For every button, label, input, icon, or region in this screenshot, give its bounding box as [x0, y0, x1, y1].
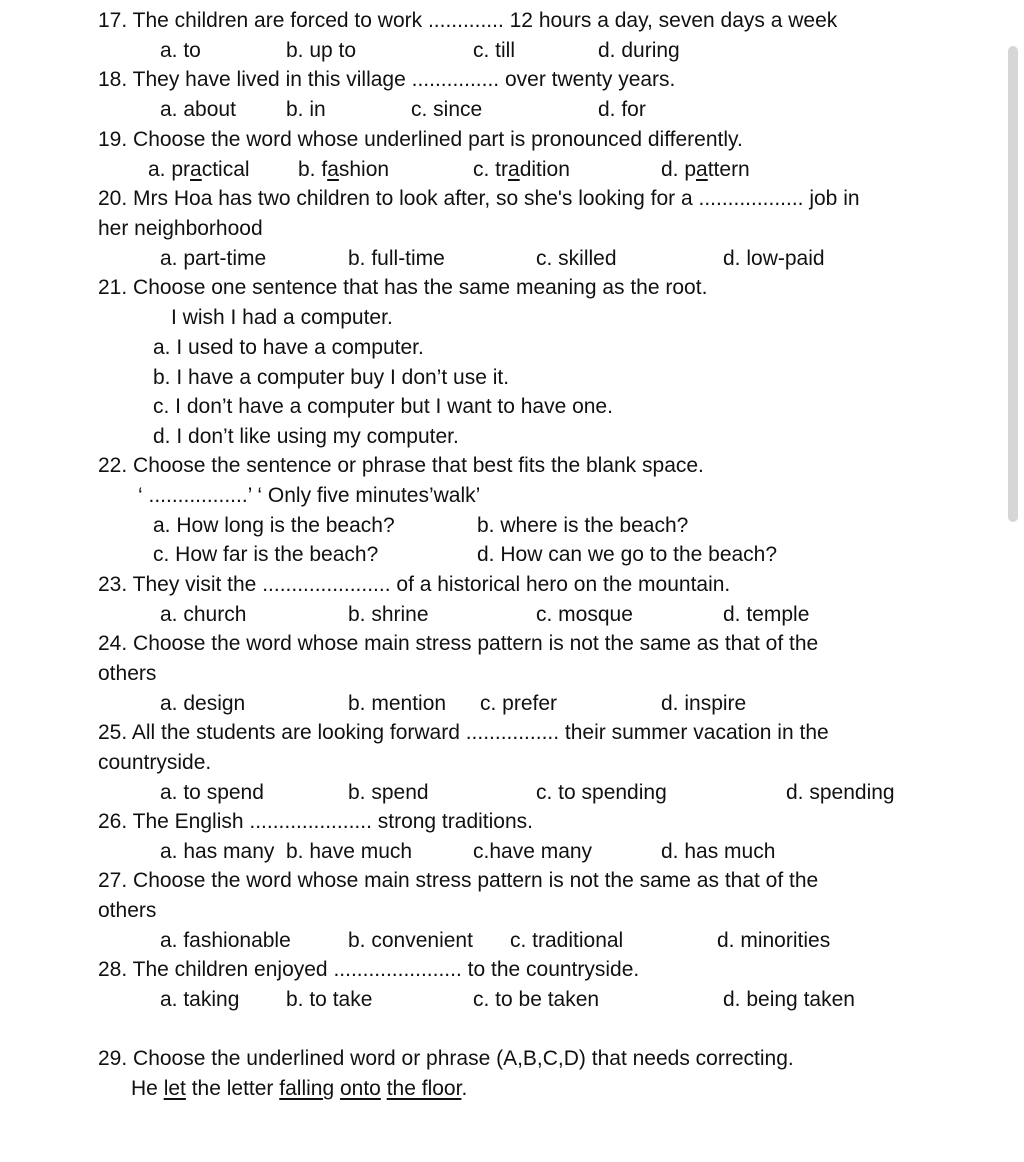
- q17-option-c: c. till: [473, 39, 515, 62]
- q18-option-a: a. about: [160, 98, 236, 121]
- question-19: 19. Choose the word whose underlined part is pronounced differently.: [98, 128, 743, 151]
- q25-option-b: b. spend: [348, 781, 429, 804]
- question-20-continued: her neighborhood: [98, 217, 263, 240]
- question-18: 18. They have lived in this village ............... over twenty years.: [98, 68, 676, 91]
- q24-option-c: c. prefer: [480, 692, 558, 715]
- q22-prompt: ‘ .................’ ‘ Only five minutes’walk’: [138, 484, 481, 507]
- question-17: 17. The children are forced to work ............. 12 hours a day, seven days a week: [98, 9, 838, 32]
- q29-underline-d: the floor: [386, 1077, 462, 1100]
- question-24-continued: others: [98, 662, 157, 685]
- q19-option-c: c. tradition: [473, 158, 570, 181]
- question-21: 21. Choose one sentence that has the same meaning as the root.: [98, 276, 708, 299]
- q29-underline-b: falling: [279, 1077, 335, 1100]
- question-22: 22. Choose the sentence or phrase that best fits the blank space.: [98, 454, 704, 477]
- q25-option-a: a. to spend: [160, 781, 264, 804]
- question-29: 29. Choose the underlined word or phrase (A,B,C,D) that needs correcting.: [98, 1047, 794, 1070]
- q19-option-d: d. pattern: [661, 158, 750, 181]
- q25-option-d: d. spending: [786, 781, 895, 804]
- q24-option-b: b. mention: [348, 692, 447, 715]
- q28-option-a: a. taking: [160, 988, 240, 1011]
- q21-option-d: d. I don’t like using my computer.: [153, 425, 459, 448]
- q20-option-d: d. low-paid: [723, 247, 825, 270]
- q20-option-c: c. skilled: [536, 247, 617, 270]
- q29-underline-a: let: [163, 1077, 186, 1100]
- q23-option-d: d. temple: [723, 603, 810, 626]
- q22-option-a: a. How long is the beach?: [153, 514, 395, 537]
- q28-option-c: c. to be taken: [473, 988, 600, 1011]
- q26-option-d: d. has much: [661, 840, 776, 863]
- q17-option-b: b. up to: [286, 39, 357, 62]
- q24-option-a: a. design: [160, 692, 246, 715]
- q20-option-b: b. full-time: [348, 247, 445, 270]
- q29-sentence: He let the letter falling onto the floor.: [131, 1077, 468, 1100]
- question-25-continued: countryside.: [98, 751, 212, 774]
- q19-option-b: b. fashion: [298, 158, 390, 181]
- question-27-continued: others: [98, 899, 157, 922]
- vertical-scrollbar[interactable]: [1008, 46, 1018, 522]
- q25-option-c: c. to spending: [536, 781, 667, 804]
- question-26: 26. The English ..................... strong traditions.: [98, 810, 533, 833]
- q17-option-a: a. to: [160, 39, 201, 62]
- question-27: 27. Choose the word whose main stress pattern is not the same as that of the: [98, 869, 819, 892]
- q27-option-c: c. traditional: [510, 929, 624, 952]
- q24-option-d: d. inspire: [661, 692, 747, 715]
- q19-option-a: a. practical: [148, 158, 250, 181]
- q26-option-c: c.have many: [473, 840, 593, 863]
- q21-option-b: b. I have a computer buy I don’t use it.: [153, 366, 510, 389]
- q26-option-a: a. has many: [160, 840, 275, 863]
- question-28: 28. The children enjoyed ...................... to the countryside.: [98, 958, 640, 981]
- q27-option-d: d. minorities: [717, 929, 831, 952]
- q21-option-c: c. I don’t have a computer but I want to have one.: [153, 395, 613, 418]
- q23-option-a: a. church: [160, 603, 247, 626]
- question-20: 20. Mrs Hoa has two children to look after, so she's looking for a .................. job in: [98, 187, 860, 210]
- q21-root-sentence: I wish I had a computer.: [171, 306, 393, 329]
- question-25: 25. All the students are looking forward ................ their summer vacation in the: [98, 721, 829, 744]
- q18-option-d: d. for: [598, 98, 646, 121]
- q17-option-d: d. during: [598, 39, 680, 62]
- q23-option-b: b. shrine: [348, 603, 429, 626]
- q28-option-b: b. to take: [286, 988, 373, 1011]
- q26-option-b: b. have much: [286, 840, 413, 863]
- q22-option-d: d. How can we go to the beach?: [477, 543, 778, 566]
- q18-option-c: c. since: [411, 98, 483, 121]
- q22-option-c: c. How far is the beach?: [153, 543, 379, 566]
- q29-underline-c: onto: [339, 1077, 381, 1100]
- q28-option-d: d. being taken: [723, 988, 855, 1011]
- q21-option-a: a. I used to have a computer.: [153, 336, 424, 359]
- question-24: 24. Choose the word whose main stress pattern is not the same as that of the: [98, 632, 819, 655]
- q22-option-b: b. where is the beach?: [477, 514, 689, 537]
- question-23: 23. They visit the ...................... of a historical hero on the mountain.: [98, 573, 731, 596]
- q18-option-b: b. in: [286, 98, 326, 121]
- q23-option-c: c. mosque: [536, 603, 633, 626]
- q20-option-a: a. part-time: [160, 247, 267, 270]
- q27-option-a: a. fashionable: [160, 929, 291, 952]
- q27-option-b: b. convenient: [348, 929, 473, 952]
